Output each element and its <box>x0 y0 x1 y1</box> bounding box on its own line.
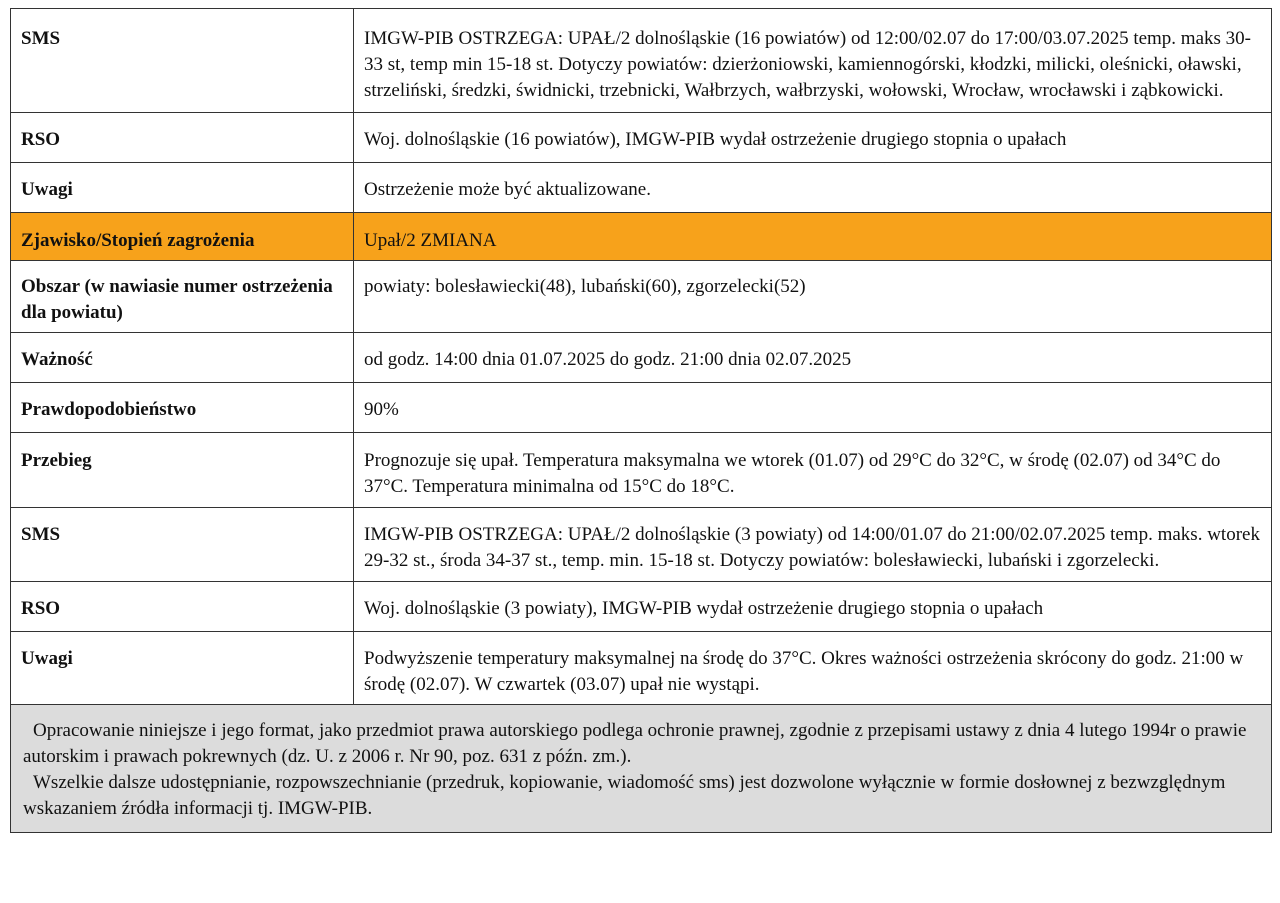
copyright-footer <box>10 705 1272 833</box>
row-label: Zjawisko/Stopień zagrożenia <box>11 213 354 261</box>
table-row-probability <box>11 383 1272 433</box>
row-value: powiaty: bolesławiecki(48), lubański(60), zgorzelecki(52) <box>354 261 1272 333</box>
row-value: IMGW-PIB OSTRZEGA: UPAŁ/2 dolnośląskie (16 powiatów) od 12:00/02.07 do 17:00/03.07.2025 temp. maks 30-33 st, temp min 15-18 st. Dotyczy powiatów: dzierżoniowski, kamiennogórski, kłodzki, milicki, oleśnicki, oławski, strzeliński, średzki, świdnicki, trzebnicki, Wałbrzych, wałbrzyski, wołowski, Wrocław, wrocławski i ząbkowicki. <box>354 9 1272 113</box>
warning-table <box>10 8 1272 705</box>
distribution-notice: Wszelkie dalsze udostępnianie, rozpowszechnianie (przedruk, kopiowanie, wiadomość sms) jest dozwolone wyłącznie w formie dosłownej z bezwzględnym wskazaniem źródła informacji tj. IMGW-PIB. <box>23 772 1226 819</box>
row-value: Woj. dolnośląskie (16 powiatów), IMGW-PIB wydał ostrzeżenie drugiego stopnia o upałach <box>354 113 1272 163</box>
table-row-rso <box>11 582 1272 632</box>
row-value: 90% <box>354 383 1272 433</box>
row-value: Prognozuje się upał. Temperatura maksymalna we wtorek (01.07) od 29°C do 32°C, w środę (02.07) od 34°C do 37°C. Temperatura minimalna od 15°C do 18°C. <box>354 433 1272 508</box>
row-value: Woj. dolnośląskie (3 powiaty), IMGW-PIB wydał ostrzeżenie drugiego stopnia o upałach <box>354 582 1272 632</box>
table-row-rso <box>11 113 1272 163</box>
table-row-uwagi <box>11 163 1272 213</box>
table-row-phenomenon <box>11 213 1272 261</box>
table-row-validity <box>11 333 1272 383</box>
row-label: Ważność <box>11 333 354 383</box>
row-value: Podwyższenie temperatury maksymalnej na środę do 37°C. Okres ważności ostrzeżenia skrócony do godz. 21:00 w środę (02.07). W czwartek (03.07) upał nie wystąpi. <box>354 632 1272 705</box>
row-label: Obszar (w nawiasie numer ostrzeżenia dla powiatu) <box>11 261 354 333</box>
row-label: Uwagi <box>11 632 354 705</box>
copyright-notice: Opracowanie niniejsze i jego format, jako przedmiot prawa autorskiego podlega ochronie prawnej, zgodnie z przepisami ustawy z dnia 4 lutego 1994r o prawie autorskim i prawach pokrewnych (dz. U. z 2006 r. Nr 90, poz. 631 z późn. zm.). <box>23 720 1247 767</box>
table-row-sms <box>11 508 1272 582</box>
row-value: Upał/2 ZMIANA <box>354 213 1272 261</box>
row-label: RSO <box>11 113 354 163</box>
row-label: Uwagi <box>11 163 354 213</box>
row-label: RSO <box>11 582 354 632</box>
warning-document <box>10 8 1272 833</box>
row-label: Prawdopodobieństwo <box>11 383 354 433</box>
table-row-uwagi <box>11 632 1272 705</box>
table-row-area <box>11 261 1272 333</box>
table-row-course <box>11 433 1272 508</box>
table-row-sms <box>11 9 1272 113</box>
row-label: Przebieg <box>11 433 354 508</box>
row-value: Ostrzeżenie może być aktualizowane. <box>354 163 1272 213</box>
row-label: SMS <box>11 508 354 582</box>
row-value: od godz. 14:00 dnia 01.07.2025 do godz. 21:00 dnia 02.07.2025 <box>354 333 1272 383</box>
row-label: SMS <box>11 9 354 113</box>
row-value: IMGW-PIB OSTRZEGA: UPAŁ/2 dolnośląskie (3 powiaty) od 14:00/01.07 do 21:00/02.07.2025 temp. maks. wtorek 29-32 st., środa 34-37 st., temp. min. 15-18 st. Dotyczy powiatów: bolesławiecki, lubański i zgorzelecki. <box>354 508 1272 582</box>
